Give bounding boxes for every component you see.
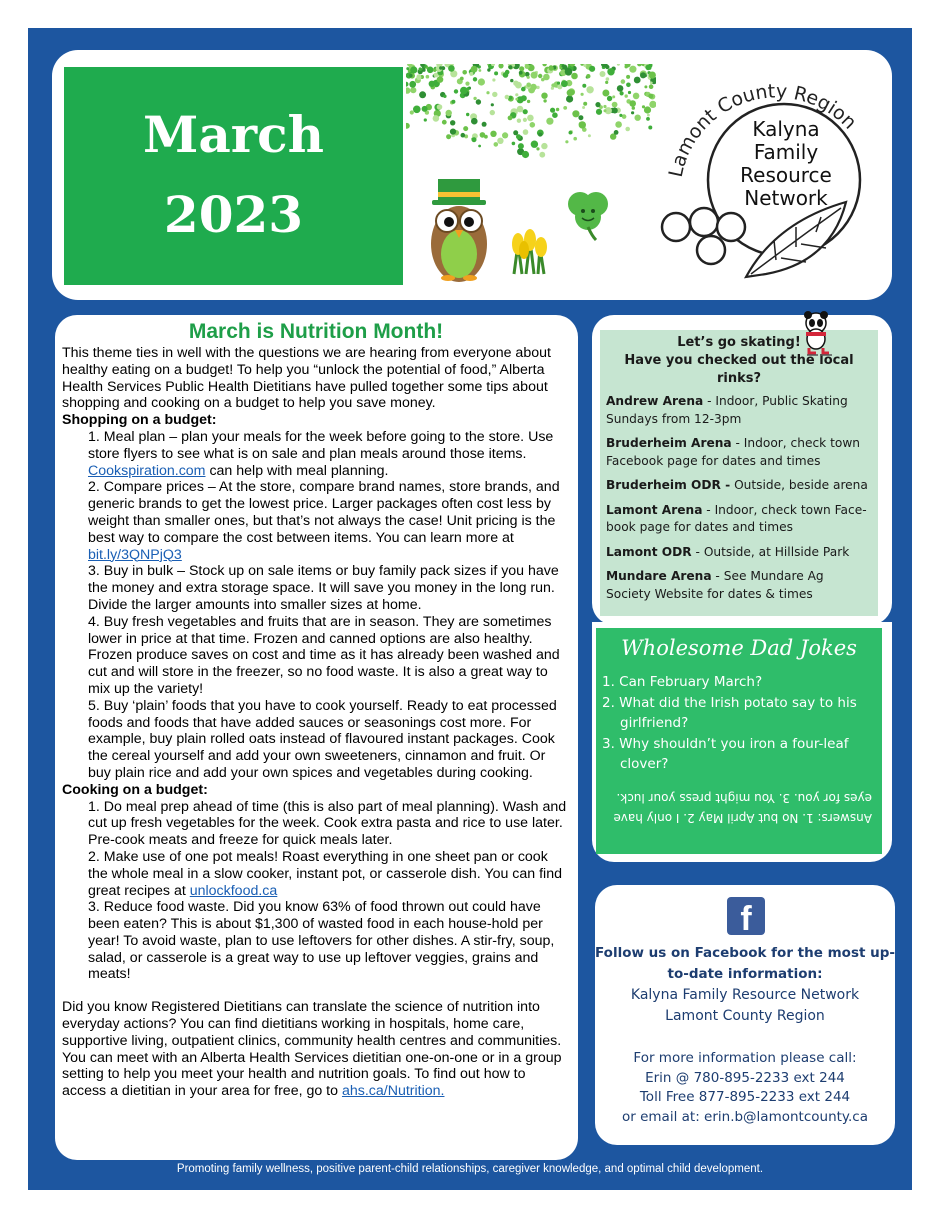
ahs-nutrition-link[interactable]: ahs.ca/Nutrition. [341,1083,445,1100]
joke-answers-upside-down: Answers: 1. No but April May 2. I only have eyes for you. 3. You might press your luck. [613,791,872,825]
article.shopping_items-item: 5. Buy ‘plain’ foods that you have to cook yourself. Ready to eat processed foods and foods that have added sauces or seasonings cost more. For example, buy plain rolled oats instead of flavoured instant packages. Cook the cereal yourself and add your own sweeteners, cinnamon and fruit. Or buy plain rice and add your own spices and vegetables during cooking. [88,697,557,781]
contact-tollfree: Toll Free 877-895-2233 ext 244 [639,1089,851,1105]
contact-info [595,1049,895,1127]
article-title: March is Nutrition Month! [188,320,444,343]
contact-email: or email at: erin.b@lamontcounty.ca [622,1108,868,1125]
joke-item: 3. Why shouldn’t you iron a four-leaf clover? [602,735,849,772]
smiling-shamrock-icon [568,192,608,240]
nutrition-article [55,315,578,1160]
jokes-title: Wholesome Dad Jokes [621,636,857,660]
article.shopping_items-link[interactable]: Cookspiration.com [88,462,206,479]
article-intro: This theme ties in well with the questions we are hearing from everyone about healthy eating on a budget! To help you “unlock the potential of food,” Alberta Health Services Public Health Dietitians have pulled together some tips about shopping and cooking on a budget to help you save money. [62,345,551,412]
berry-circles-icon [662,208,745,264]
facebook-icon[interactable]: f [727,897,765,935]
logo-arc-text: Lamont County Region [664,80,861,180]
article.cooking_items-link[interactable]: unlockfood.ca [189,882,278,899]
article.shopping_items-item: 2. Compare prices – At the store, compare brand names, store brands, and generic brands to get the lowest price. Larger packages often cost less by weight than smaller ones, but that’s not always the case! Unit pricing is the best way to compare the cost between items. You can learn more at bit.ly/3QNPjQ3 [88,479,560,563]
cooking-list [62,799,570,984]
kalyna-logo [656,62,888,294]
article-closing: Did you know Registered Dietitians can translate the science of nutrition into everyday actions? You can find dietitians working in hospitals, home care, supportive living, outpatient clinics, community health centres and communities. You can meet with an Alberta Health Services dietitian one-on-one or in a group setting to help you meet your health and nutrition goals. To find out how to access a dietitian in your area for free, go to ahs.ca/Nutrition. [62,999,562,1100]
logo-line-3: Resource [740,163,832,187]
shamrock-owl-illustration [406,64,656,284]
rink-item: Mundare Arena - See Mundare Ag Society Website for dates & times [606,569,824,601]
logo-line-1: Kalyna [752,117,820,141]
year-label: 2023 [163,185,304,244]
article.shopping_items-item: 3. Buy in bulk – Stock up on sale items or buy family pack sizes if you have the money and extra storage space. It will save you money in the long run. Divide the larger amounts into smaller sizes at home. [88,563,559,613]
article.shopping_items-item: 4. Buy fresh vegetables and fruits that are in season. They are sometimes lower in price at that time. Frozen and canned options are also healthy. Frozen produce saves on cost and time as it has already been washed and cut and will store in the freezer, so no food waste. It is also a great way to mix up the variety! [88,613,560,697]
owl-leprechaun-icon [431,179,487,282]
falling-shamrocks [406,64,656,158]
skating-panda-icon [796,310,836,356]
article.cooking_items-item: 3. Reduce food waste. Did you know 63% of food thrown out could have been eaten? This is about $1,300 of wasted food in each house-hold per year! To avoid waste, plan to use leftovers for other dishes. A stir-fry, soup, salad, or casserole is a great way to use up leftover veggies, grains and meats! [88,899,555,983]
facebook-follow-text: Follow us on Facebook for the most up-to-date information: [595,945,896,982]
shopping-heading: Shopping on a budget: [62,412,217,429]
joke-item: 1. Can February March? [602,674,763,690]
contact-info-line: For more information please call: [633,1050,857,1066]
date-banner [64,67,403,285]
jokes-box [596,628,882,854]
joke-item: 2. What did the Irish potato say to his girlfriend? [602,694,857,731]
skating-box [600,330,878,616]
article.cooking_items-item: 1. Do meal prep ahead of time (this is also part of meal planning). Wash and cut up fresh vegetables for the week. Cook extra pasta and rice to use later. Pre-cook meats and freeze for quick meals later. [88,798,567,849]
logo-line-4: Network [744,186,828,210]
logo-line-2: Family [753,140,819,164]
month-label: March [143,105,324,164]
shopping-list [62,429,570,782]
skating-heading: Let’s go skating! Have you checked out the local rinks? [624,335,854,386]
article.shopping_items-link[interactable]: bit.ly/3QNPjQ3 [88,546,182,563]
joke-list [602,672,876,775]
footer-tagline: Promoting family wellness, positive parent-child relationships, caregiver knowledge, and optimal child development. [176,1163,764,1175]
article.shopping_items-item: 1. Meal plan – plan your meals for the week before going to the store. Use store flyers to see what is on sale and plan meals around those items. Cookspiration.com can help with meal planning. [88,428,554,479]
rink-item: Bruderheim ODR - Outside, beside arena [606,478,868,492]
rink-item: Lamont Arena - Indoor, check town Face-book page for dates and times [606,502,867,534]
rink-list [606,393,872,603]
rink-item: Bruderheim Arena - Indoor, check town Facebook page for dates and times [606,436,861,468]
cooking-heading: Cooking on a budget: [62,781,208,798]
rink-item: Lamont ODR - Outside, at Hillside Park [606,544,850,559]
contact-phone: Erin @ 780-895-2233 ext 244 [645,1069,845,1086]
yellow-flowers-icon [512,229,547,274]
contact-panel [595,885,895,1145]
network-name: Kalyna Family Resource Network Lamont County Region [630,987,860,1024]
article.cooking_items-item: 2. Make use of one pot meals! Roast everything in one sheet pan or cook the whole meal in a slow cooker, instant pot, or casserole dish. You can find great recipes at unlockfood.ca [88,848,562,899]
rink-item: Andrew Arena - Indoor, Public Skating Sundays from 12-3pm [606,394,848,426]
